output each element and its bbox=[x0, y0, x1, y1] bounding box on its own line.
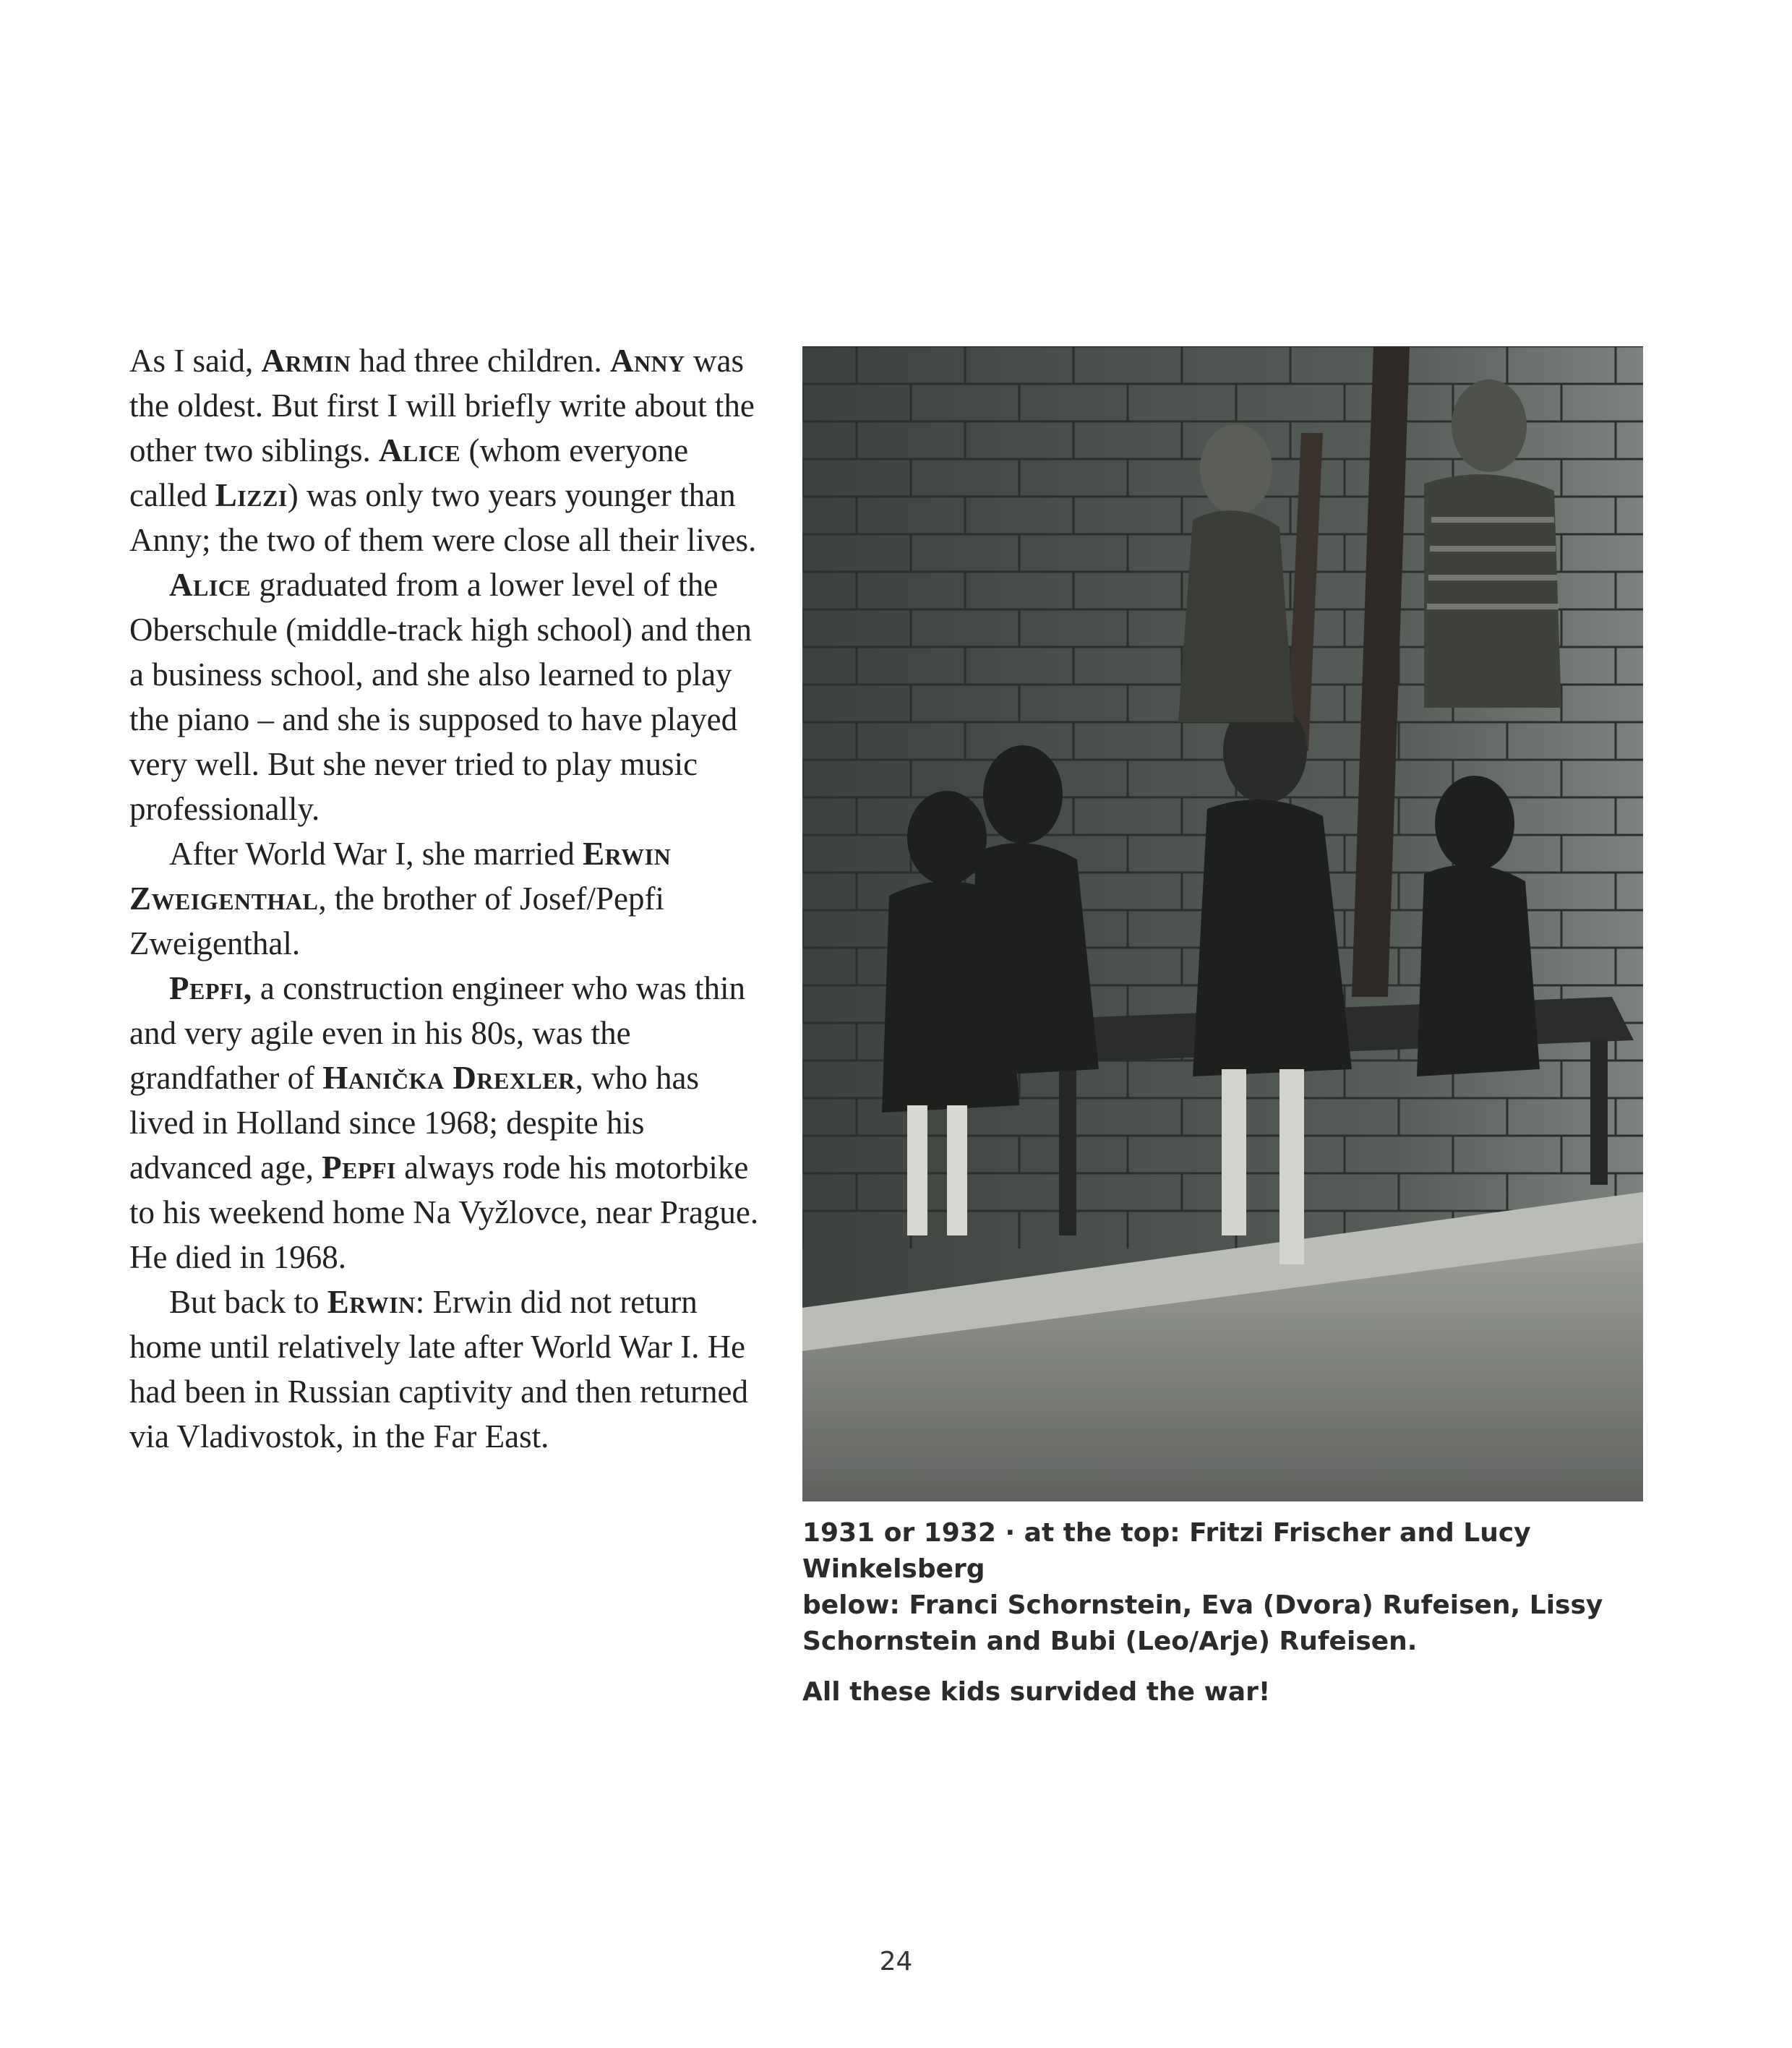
caption-line-1: 1931 or 1932 · at the top: Fritzi Frischer and Lucy Winkelsberg bbox=[802, 1518, 1531, 1584]
person-name: Erwin bbox=[327, 1284, 416, 1320]
photo-children-icon bbox=[802, 346, 1643, 1501]
text-run: After World War I, she married bbox=[169, 836, 583, 872]
paragraph bbox=[129, 1280, 766, 1459]
person-name: Erwin Zweigenthal bbox=[129, 836, 672, 917]
text-run: , the brother of Josef/Pepfi Zweigenthal. bbox=[129, 881, 664, 961]
text-run: had three children. bbox=[351, 343, 610, 379]
body-text bbox=[129, 338, 766, 1459]
photo-caption bbox=[802, 1515, 1655, 1710]
historical-photo bbox=[802, 346, 1643, 1501]
person-name: Pepfi bbox=[322, 1149, 396, 1186]
text-run: : Erwin did not return home until relatively late after World War I. He had been in Russian captivity and then returned via Vladivostok, in the Far East. bbox=[129, 1284, 749, 1454]
text-run: As I said, bbox=[129, 343, 262, 379]
person-name: Anny bbox=[609, 343, 685, 379]
text-run: graduated from a lower level of the Oberschule (middle-track high school) and then a business school, and she also learned to play the piano – and she is supposed to have played very well. But she never tried to play music professionally. bbox=[129, 567, 752, 827]
text-run: (whom everyone called bbox=[129, 432, 689, 513]
text-run: always rode his motorbike to his weekend home Na Vyžlovce, near Prague. He died in 1968. bbox=[129, 1149, 759, 1275]
person-name: Alice bbox=[169, 567, 252, 603]
caption-note: All these kids survided the war! bbox=[802, 1677, 1271, 1707]
caption-line-2: below: Franci Schornstein, Eva (Dvora) Rufeisen, Lissy Schornstein and Bubi (Leo/Arje) Rufeisen. bbox=[802, 1590, 1603, 1656]
person-name: Pepfi, bbox=[169, 970, 252, 1006]
person-name: Alice bbox=[379, 432, 461, 468]
paragraph bbox=[129, 338, 766, 562]
person-name: Hanička Drexler bbox=[322, 1060, 575, 1096]
text-run: a construction engineer who was thin and very agile even in his 80s, was the grandfather of bbox=[129, 970, 745, 1096]
text-run: ) was only two years younger than Anny; the two of them were close all their lives. bbox=[129, 477, 757, 558]
paragraph bbox=[129, 966, 766, 1280]
page-number: 24 bbox=[879, 1947, 913, 1976]
text-run: was the oldest. But first I will briefly write about the other two siblings. bbox=[129, 343, 755, 468]
person-name: Lizzi bbox=[215, 477, 288, 513]
text-run: But back to bbox=[169, 1284, 327, 1320]
person-name: Armin bbox=[261, 343, 351, 379]
paragraph bbox=[129, 562, 766, 831]
paragraph bbox=[129, 831, 766, 966]
text-run: , who has lived in Holland since 1968; despite his advanced age, bbox=[129, 1060, 699, 1186]
